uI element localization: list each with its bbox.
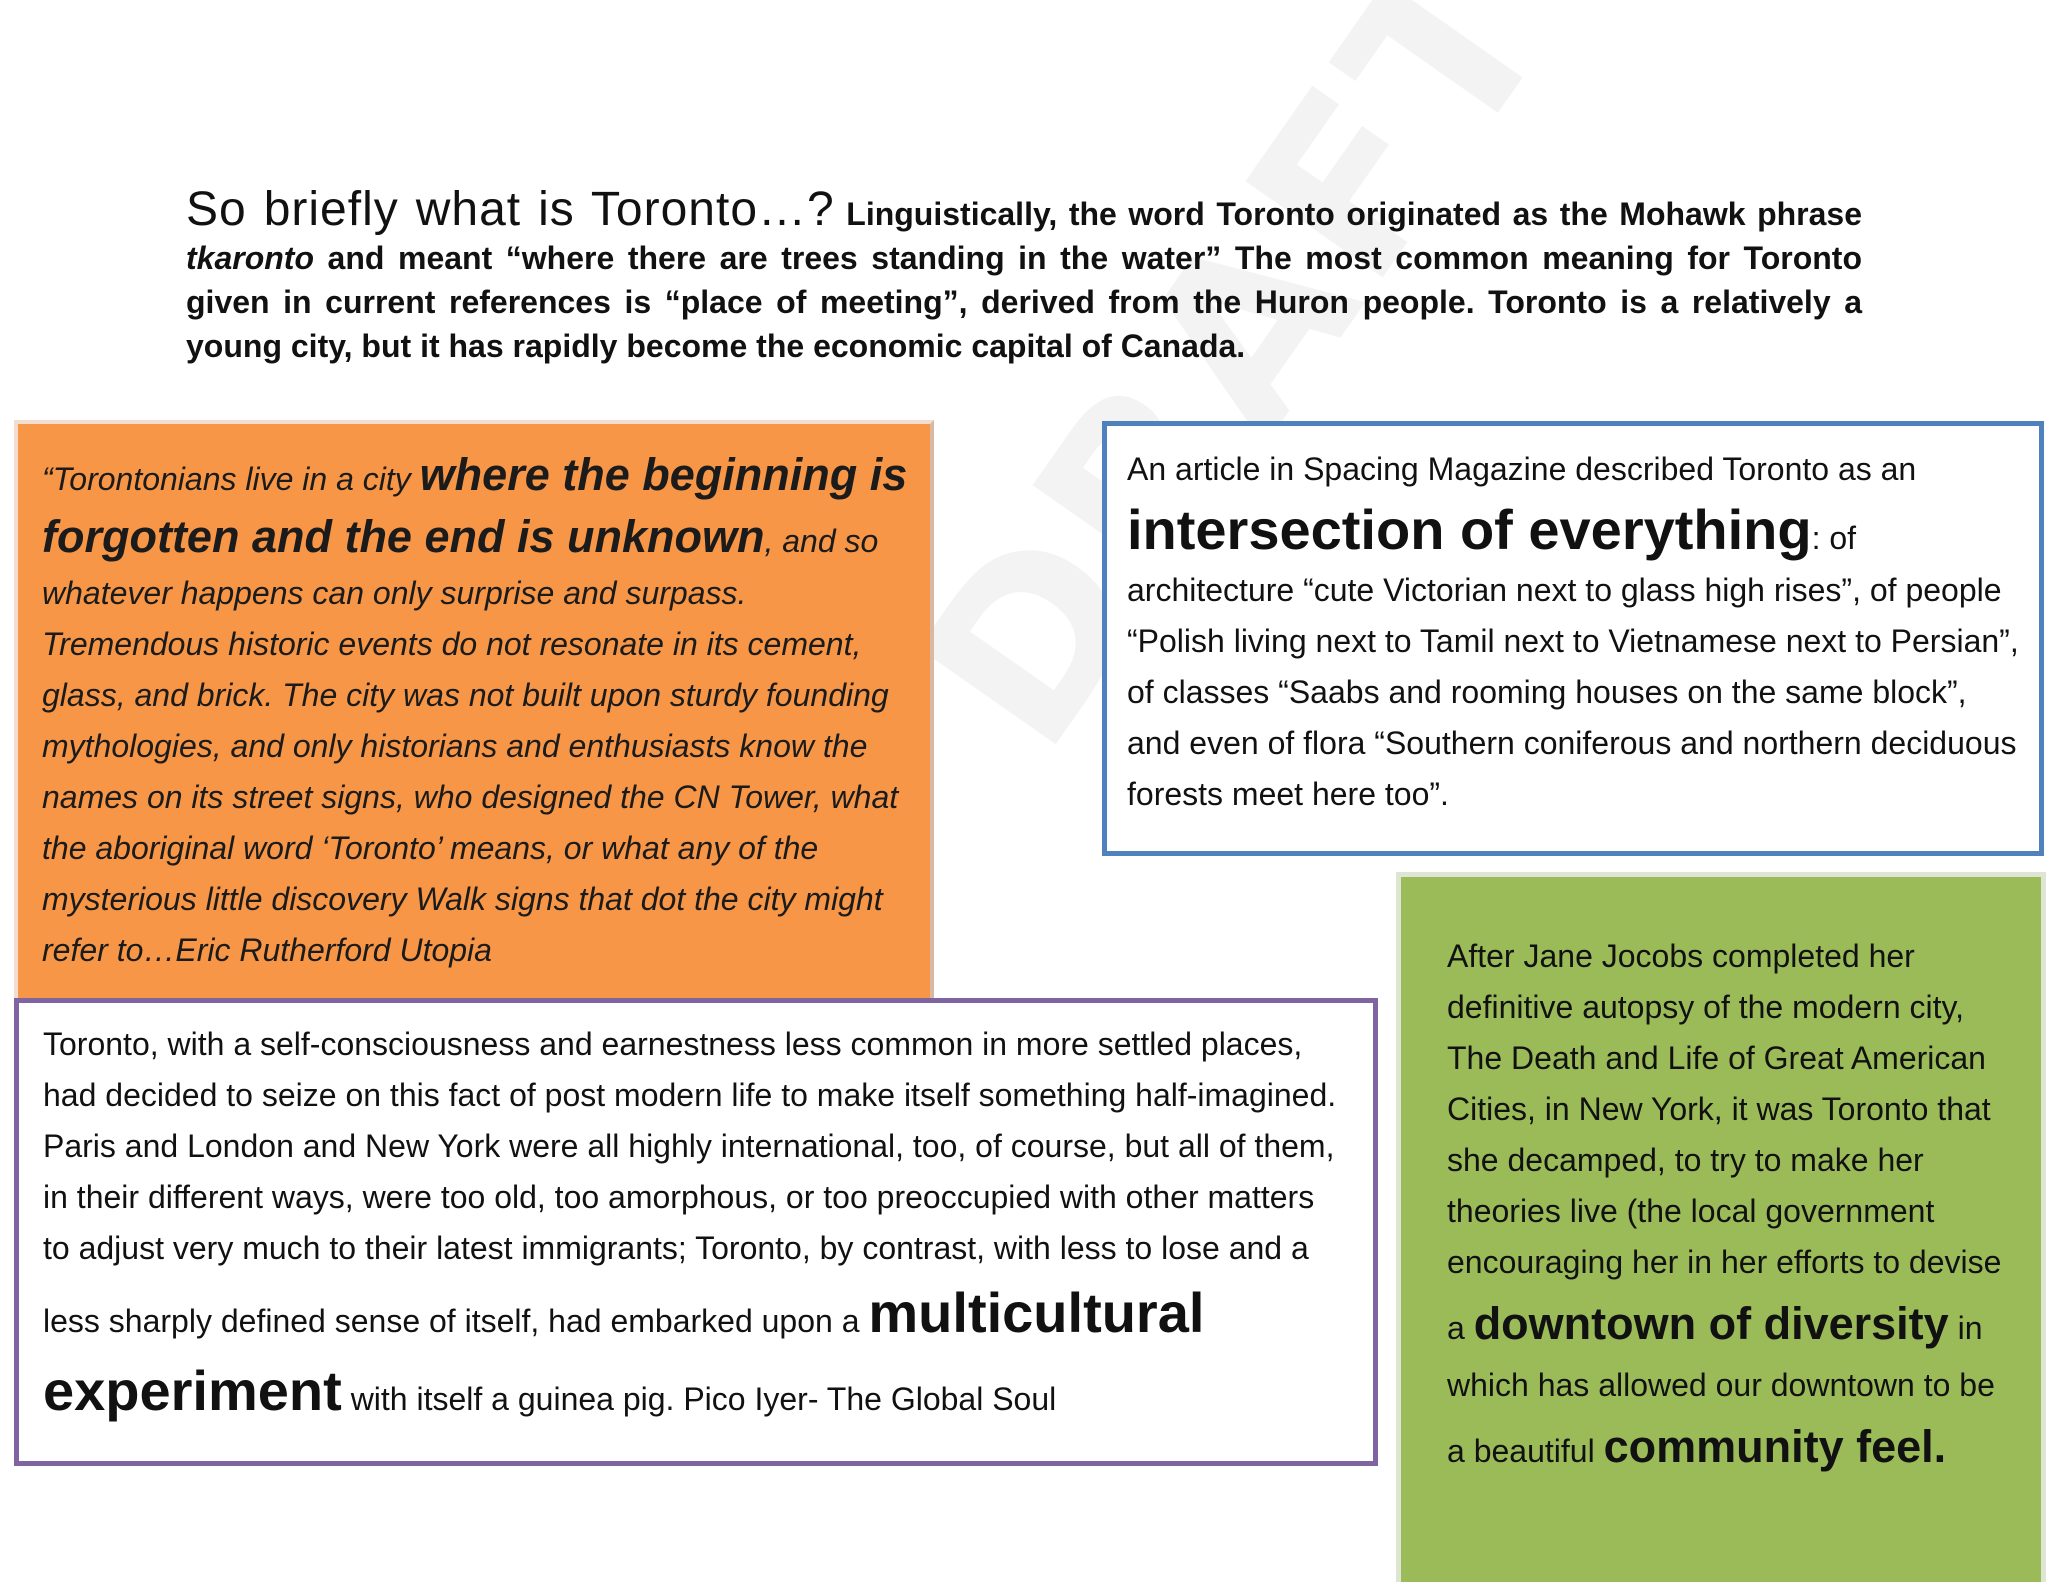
intro-text-part2: and meant “where there are trees standing in the water” The most common meaning for Toronto given in current references is “place of meeting”, derived from the Huron people. Toronto is a relatively a young city, but it has rapidly become the economic capital of Canada. — [186, 240, 1862, 364]
orange-quote-box — [14, 420, 934, 1004]
green-box-emphasis-community: community feel. — [1603, 1421, 1947, 1472]
blue-box-emphasis: intersection of everything — [1127, 498, 1812, 561]
blue-article-box — [1102, 421, 2044, 856]
blue-box-pre: An article in Spacing Magazine described Toronto as an — [1127, 451, 1917, 487]
purple-box-emphasis: multicultural experiment — [43, 1281, 1205, 1422]
blue-box-post: : of architecture “cute Victorian next to glass high rises”, of people “Polish living next to Tamil next to Vietnamese next to Persian”, of classes “Saabs and rooming houses on the same block”, and even of flora “Southern coniferous and northern deciduous forests meet here too”. — [1127, 520, 2019, 812]
orange-quote-emphasis: where the beginning is forgotten and the end is unknown — [42, 449, 908, 562]
green-box-emphasis-diversity: downtown of diversity — [1473, 1298, 1949, 1349]
intro-lead-question: So briefly what is Toronto…? — [186, 183, 835, 236]
purple-box-pre: Toronto, with a self-consciousness and earnestness less common in more settled places, had decided to seize on this fact of post modern life to make itself something half-imagined. Paris and London and New York were all highly international, too, of course, but all of them, in their different ways, were too old, too amorphous, or too preoccupied with other matters to adjust very much to their latest immigrants; Toronto, by contrast, with less to lose and a less sharply defined sense of itself, had embarked upon a — [43, 1026, 1337, 1339]
green-box-pre: After Jane Jocobs completed her definitive autopsy of the modern city, The Death and Life of Great American Cities, in New York, it was Toronto that she decamped, to try to make her theories live (the local government encouraging her in her efforts to devise a — [1447, 938, 2002, 1346]
intro-text-part1: Linguistically, the word Toronto originated as the Mohawk phrase — [834, 196, 1863, 232]
intro-mohawk-word: tkaronto — [186, 240, 314, 276]
green-jacobs-box — [1396, 872, 2046, 1582]
intro-paragraph — [186, 183, 1863, 368]
purple-box-post: with itself a guinea pig. Pico Iyer- The Global Soul — [341, 1381, 1057, 1417]
orange-quote-post: , and so whatever happens can only surprise and surpass. Tremendous historic events do not resonate in its cement, glass, and brick. The city was not built upon sturdy founding mythologies, and only historians and enthusiasts know the names on its street signs, who designed the CN Tower, what the aboriginal word ‘Toronto’ means, or what any of the mysterious little discovery Walk signs that dot the city might refer to…Eric Rutherford Utopia — [42, 523, 899, 968]
orange-quote-pre: “Torontonians live in a city — [42, 461, 420, 497]
green-box-mid: in which has allowed our downtown to be a beautiful — [1447, 1310, 1995, 1469]
purple-iyer-box — [14, 998, 1378, 1466]
